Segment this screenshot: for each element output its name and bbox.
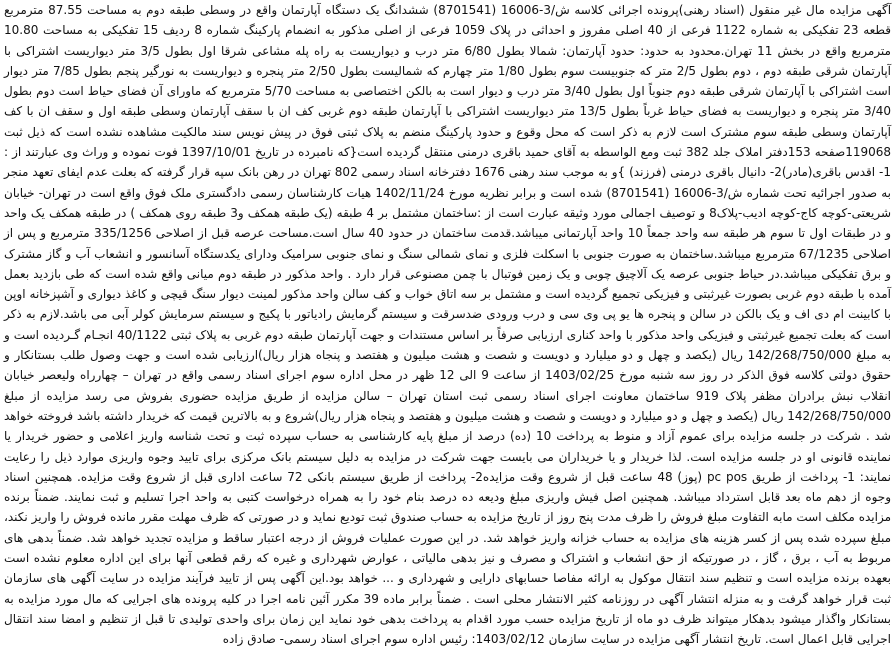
auction-notice-text: آگهی مزایده مال غیر منقول (اسناد رهنی)پرونده اجرائی کلاسه ش/3-16006 (8701541) ششدانگ یک دستگاه آپارتمان واقع در وسطی طبقه دوم به مساحت 87.55 مترمربع قطعه 23 تفکیکی به شماره 1122 فرعی از 40 اصلی مفروز و احداثی در پلاک 1059 فرعی از اصلی مذکور به انضمام پارکینگ شماره 8 ردیف 15 تفکیکی به مساحت 10.80 مترمربع واقع در بخش 11 تهران.محدود به حدود: حدود آپارتمان: شمالا بطول 6/80 متر درب و دیواریست به راه پله مشاعی شرقا اول بطول 3/5 متر دیواریست اشتراکی با آپارتمان شرقی طبقه دوم ، دوم بطول 2/5 متر که جنوبیست سوم بطول 1/80 متر چهارم که شمالیست بطول 2/50 متر پنجره و دیواریست به نورگیر پنجم بطول 7/85 متر دیوار است اشتراکی با آپارتمان شرقی طبقه دوم جنوباً اول بطول 3/40 متر درب و دیوار است به بالکن اختصاصی به مساحت 5/70 مترمربع که ماورای آن فضای حیاط است دوم بطول 3/40 متر پنجره و دیواریست به فضای حیاط غرباً بطول 13/5 متر دیواریست اشتراکی با آپارتمان طبقه دوم غربی کف ان با سقف آپارتمان وسطی طبقه اول و سقف ان با کف آپارتمان وسطی طبقه سوم مشترک است لازم به ذکر است که محل وقوع و حدود پارکینگ منضم به پلاک ثبتی فوق در پیش نویس سند مالکیت مشاهده نشده است که ذیل ثبت 119068صفحه 153دفتر املاک جلد 382 ثبت ومع الواسطه به آقای حمید باقری درمنی منتقل گردیده است{که نامبرده در تاریخ 1397/10/01 فوت نموده و وراث وی عبارتند از : 1- اقدس باقری(مادر)2- دانیال باقری درمنی (فرزند) }و به موجب سند رهنی 1676 دفترخانه اسناد رسمی 802 تهران در رهن بانک سپه قرار گرفته که بعلت عدم ایفای تعهد منجر به صدور اجرائیه تحت شماره ش/3-16006 (8701541) شده است و برابر نظریه مورخ 1402/11/24 هیات کارشناسان رسمی دادگستری ملک فوق واقع است در تهران- خیابان شریعتی-کوچه کاج-کوچه ادیب-پلاک8 و توصیف اجمالی مورد وثیقه عبارت است از :ساختمان مشتمل بر 4 طبقه (یک طبقه همکف و3 طبقه روی همکف ) در طبقه همکف یک واحد و در طبقات اول تا سوم هر طبقه سه واحد جمعاً 10 واحد آپارتمانی میباشد.قدمت ساختمان در حدود 40 سال است.مساحت عرصه قبل از اصلاحی 335/1256 مترمربع و پس از اصلاحی 67/1235 مترمربع میباشد.ساختمان به صورت جنوبی با اسکلت فلزی و نمای شمالی سنگ و نمای جنوبی سرامیک ودارای یکدستگاه آسانسور و انشعاب آب و گاز مشترک و برق تفکیکی میباشد.در حیاط جنوبی عرصه یک آلاچیق چوبی و یک زمین فوتبال با چمن مصنوعی قرار دارد . واحد مذکور در طبقه دوم میانی واقع شده است که طی بازدید بعمل آمده با طبقه دوم غربی بصورت غیرثبتی و فیزیکی تجمیع گردیده است و مشتمل بر سه اتاق خواب و کف سالن واحد مذکور لمینت دیوار سنگ قیچی و کاغذ دیواری و آشپزخانه اوپن با کابینت ام دی اف و یک بالکن در سالن و پنجره ها یو پی وی سی و درب ورودی ضدسرقت و سیستم گرمایش رادیاتور با پکیج و سیستم سرمایش کولر آبی می باشد.لازم به ذکر است که بعلت تجمیع غیرثبتی و فیزیکی واحد مذکور با واحد کناری ارزیابی صرفاً بر اساس مستندات و جهت آپارتمان طبقه دوم غربی به پلاک ثبتی 40/1122 انجـام گـرديده است و به مبلغ 142/268/750/000 ریال (یکصد و چهل و دو میلیارد و دویست و شصت و هشت میلیون و هفتصد و پنجاه هزار ریال)ارزیابی شده است و جهت وصول طلب بستانکار و حقوق دولتی کلاسه فوق الذکر در روز سه شنبه مورخ 1403/02/25 از ساعت 9 الی 12 ظهر در محل اداره سوم اجرای اسناد رسمی واقع در تهران – چهارراه ولیعصر خیابان انقلاب نبش برادران مظفر پلاک 919 ساختمان معاونت اجرای اسناد رسمی ثبت استان تهران – سالن مزایده از طریق مزایده حضوری بفروش می رسد مزایده از مبلغ 142/268/750/000 ریال (یکصد و چهل و دو میلیارد و دویست و شصت و هشت میلیون و هفتصد و پنجاه هزار ریال)شروع و به بالاترین قیمت که خریدار داشته باشد فروخته خواهد شد . شرکت در جلسه مزایده برای عموم آزاد و منوط به پرداخت 10 (ده) درصد از مبلغ پایه کارشناسی به حساب سپرده ثبت و تحت شناسه واریز اعلامی و حضور خریدار یا نماینده قانونی او در جلسه مزایده است. لذا خریدار و یا خریداران می بایست جهت شرکت در مزایده به دلیل سیستم بانک مرکزی برای تایید وجوه واریزی موارد ذیل را رعایت نمایند: 1- پرداخت از طریق pc pos (پوز) 48 ساعت قبل از شروع وقت مزایده2- پرداخت از طریق سیستم بانکی 72 ساعت اداری قبل از شروع وقت مزایده. همچنین اسناد وجوه از دهم ماه بعد قابل استرداد میباشد. همچنین اصل فیش واریزی مبلغ ودیعه ده درصد بنام خود را به همراه درخواست کتبی به واحد اجرا تسلیم و ثبت نمایند. ضمناً برنده مزایده مکلف است مابه التفاوت مبلغ فروش را ظرف مدت پنج روز از تاریخ مزایده به حساب صندوق ثبت تودیع نماید و در صورتی که ظرف مهلت مقرر مانده فروش را واریز نکند، مبلغ سپرده شده پس از کسر هزینه های مزایده به حساب خزانه واریز خواهد شد. در این صورت عملیات فروش از درجه اعتبار ساقط و مزایده تجدید خواهد شد. ضمناً بدهی های مربوط به آب ، برق ، گاز ، در صورتیکه از حق انشعاب و اشتراک و مصرف و نیز بدهی مالیاتی ، عوارض شهرداری و غیره که رقم قطعی آنها برای این اداره معلوم نشده است بعهده برنده مزایده است و تنظیم سند انتقال موکول به ارائه مفاصا حسابهای دارایی و شهرداری و ... خواهد بود.این آگهی پس از تایید فرآیند مزایده در سایت آگهی های سازمان ثبت قرار خواهد گرفت و به منزله انتشار آگهی در روزنامه کثیر الانتشار محلی است . ضمناً برابر ماده 39 مکرر آئین نامه اجرا در کلیه پرونده های اجرایی که مال مورد مزایده به بستانکار واگذار میشود بدهکار میتواند ظرف دو ماه از تاریخ مزایده حسب مورد اقدام به پرداخت بدهی خود نماید این زمان برای واحدی تولیدی تا قبل از تنظیم و امضا سند انتقال اجرایی قابل اعمال است. تاریخ انتشار آگهی مزایده در سایت سازمان 1403/02/12: رئیس اداره سوم اجرای اسناد رسمی- صادق زاده	[4, 3, 892, 647]
